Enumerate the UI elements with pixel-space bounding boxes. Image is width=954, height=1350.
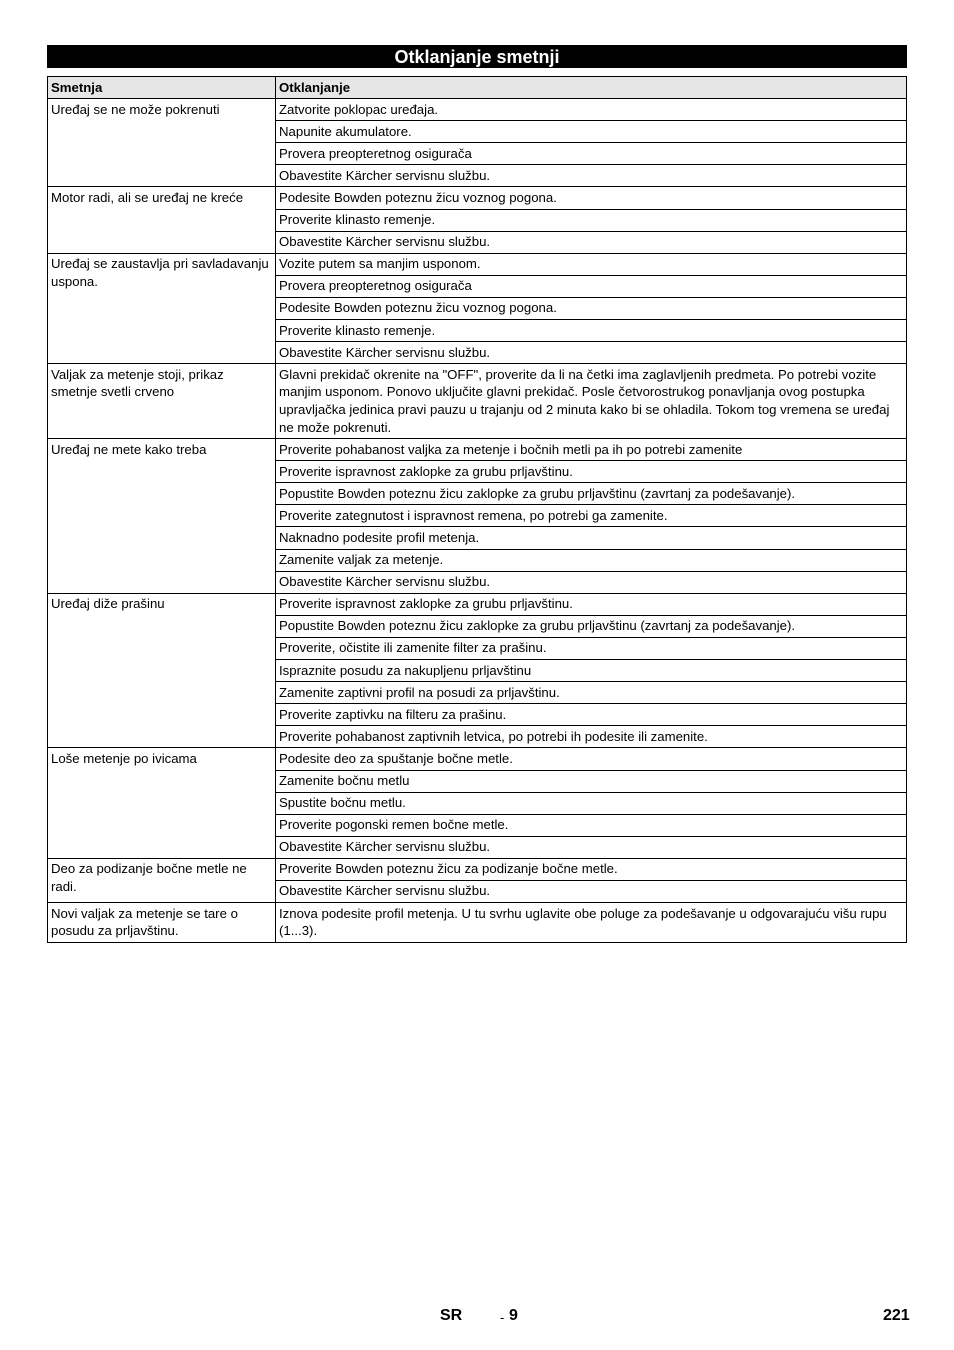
table-row [48,593,907,615]
remedy-cell: Proverite, očistite ili zamenite filter za prašinu. [276,637,907,659]
remedy-cell: Popustite Bowden poteznu žicu zaklopke za grubu prljavštinu (zavrtanj za podešavanje). [276,615,907,637]
troubleshooting-table [47,76,907,943]
remedy-cell: Podesite Bowden poteznu žicu voznog pogona. [276,187,907,209]
fault-cell: Uređaj ne mete kako treba [48,439,276,594]
remedy-cell: Spustite bočnu metlu. [276,792,907,814]
remedy-cell: Zamenite bočnu metlu [276,770,907,792]
footer-page-number: 221 [883,1307,910,1324]
remedy-cell: Zatvorite poklopac uređaja. [276,99,907,121]
table-row [48,748,907,770]
table-row [48,439,907,461]
remedy-cell: Obavestite Kärcher servisnu službu. [276,231,907,253]
fault-cell: Novi valjak za metenje se tare o posudu za prljavštinu. [48,903,276,943]
remedy-cell: Obavestite Kärcher servisnu službu. [276,342,907,364]
remedy-cell: Obavestite Kärcher servisnu službu. [276,836,907,858]
fault-cell: Deo za podizanje bočne metle ne radi. [48,858,276,902]
table-row [48,364,907,439]
table-row [48,187,907,209]
remedy-cell: Obavestite Kärcher servisnu službu. [276,571,907,593]
remedy-cell: Napunite akumulatore. [276,121,907,143]
remedy-cell: Zamenite zaptivni profil na posudi za prljavštinu. [276,682,907,704]
remedy-cell: Glavni prekidač okrenite na "OFF", proverite da li na četki ima zaglavljenih predmeta. Po potrebi vozite manjim usponom. Ponovo uključite glavni prekidač. Posle četvorostrukog ponavljanja ovog postupka upravljačka jedinica pravi pauzu u trajanju od 2 minuta kako bi se ohladila. Tokom tog vremena se uređaj ne može pokrenuti. [276,364,907,439]
remedy-cell: Vozite putem sa manjim usponom. [276,253,907,275]
header-fault: Smetnja [48,77,276,99]
remedy-cell: Obavestite Kärcher servisnu službu. [276,165,907,187]
remedy-cell: Proverite zategnutost i ispravnost remena, po potrebi ga zamenite. [276,505,907,527]
remedy-cell: Proverite klinasto remenje. [276,209,907,231]
table-row [48,903,907,943]
table-header-row [48,77,907,99]
table-row [48,99,907,121]
remedy-cell: Provera preopteretnog osigurača [276,143,907,165]
remedy-cell: Naknadno podesite profil metenja. [276,527,907,549]
remedy-cell: Proverite klinasto remenje. [276,320,907,342]
remedy-cell: Provera preopteretnog osigurača [276,275,907,297]
remedy-cell: Podesite Bowden poteznu žicu voznog pogona. [276,297,907,319]
remedy-cell: Podesite deo za spuštanje bočne metle. [276,748,907,770]
footer-section-page: 9 [509,1307,518,1324]
remedy-cell: Iznova podesite profil metenja. U tu svrhu uglavite obe poluge za podešavanje u odgovarajuću višu rupu (1...3). [276,903,907,943]
fault-cell: Motor radi, ali se uređaj ne kreće [48,187,276,253]
fault-cell: Valjak za metenje stoji, prikaz smetnje svetli crveno [48,364,276,439]
remedy-cell: Ispraznite posudu za nakupljenu prljavštinu [276,660,907,682]
remedy-cell: Proverite pogonski remen bočne metle. [276,814,907,836]
fault-cell: Uređaj se ne može pokrenuti [48,99,276,187]
remedy-cell: Proverite zaptivku na filteru za prašinu. [276,704,907,726]
remedy-cell: Proverite ispravnost zaklopke za grubu prljavštinu. [276,593,907,615]
fault-cell: Uređaj se zaustavlja pri savladavanju uspona. [48,253,276,363]
remedy-cell: Obavestite Kärcher servisnu službu. [276,880,907,902]
remedy-cell: Zamenite valjak za metenje. [276,549,907,571]
remedy-cell: Proverite pohabanost valjka za metenje i bočnih metli pa ih po potrebi zamenite [276,439,907,461]
header-remedy: Otklanjanje [276,77,907,99]
table-row [48,253,907,275]
table-row [48,858,907,880]
remedy-cell: Proverite pohabanost zaptivnih letvica, po potrebi ih podesite ili zamenite. [276,726,907,748]
footer-separator: - [500,1310,505,1325]
footer-language: SR [440,1307,463,1324]
remedy-cell: Proverite ispravnost zaklopke za grubu prljavštinu. [276,461,907,483]
page-title: Otklanjanje smetnji [47,45,907,68]
fault-cell: Loše metenje po ivicama [48,748,276,858]
remedy-cell: Popustite Bowden poteznu žicu zaklopke za grubu prljavštinu (zavrtanj za podešavanje). [276,483,907,505]
table-body [48,99,907,943]
fault-cell: Uređaj diže prašinu [48,593,276,748]
remedy-cell: Proverite Bowden poteznu žicu za podizanje bočne metle. [276,858,907,880]
